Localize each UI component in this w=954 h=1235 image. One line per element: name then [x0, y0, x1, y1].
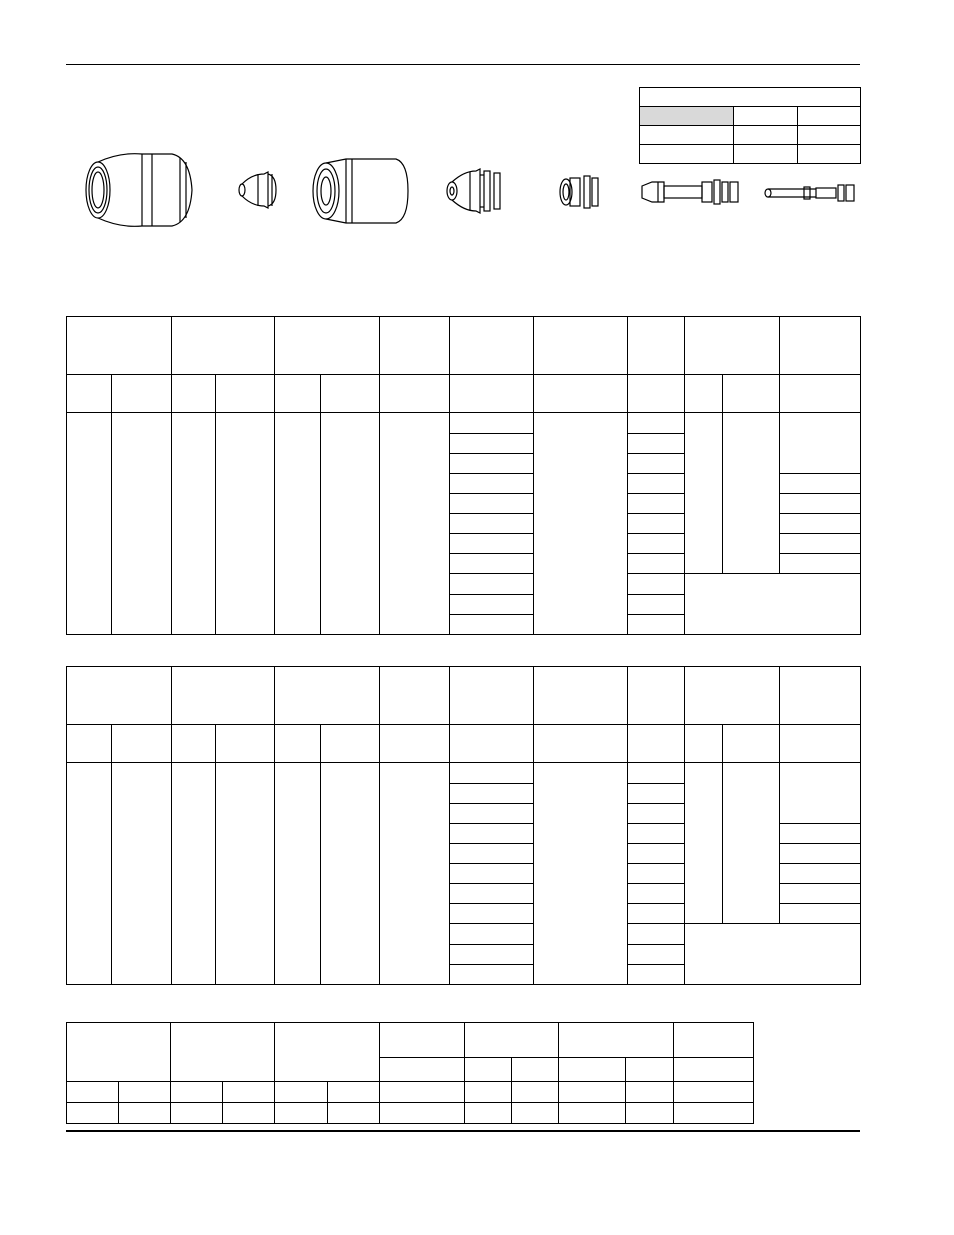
data-cell: [628, 945, 685, 965]
data-cell: [628, 434, 685, 454]
subheader-cell: [674, 1082, 754, 1103]
header-cell: [380, 667, 450, 725]
header-cell: [780, 317, 861, 375]
subheader-cell: [112, 725, 172, 763]
data-cell: [685, 574, 861, 635]
subheader-cell: [172, 375, 216, 413]
subheader-cell: [628, 725, 685, 763]
header-cell: [172, 667, 275, 725]
header-cell: [674, 1023, 754, 1058]
subheader-cell: [723, 725, 780, 763]
water-tube-illustration: [760, 182, 858, 204]
header-cell: [685, 317, 780, 375]
subheader-cell: [534, 375, 628, 413]
reference-table: [639, 87, 861, 164]
data-cell: [112, 413, 172, 635]
header-cell: [559, 1023, 674, 1058]
data-cell: [628, 804, 685, 824]
data-cell: [450, 945, 534, 965]
subheader-cell: [67, 1082, 119, 1103]
data-cell: [628, 824, 685, 844]
shield-cap-illustration: [232, 168, 280, 212]
header-cell: [534, 317, 628, 375]
data-cell: [723, 413, 780, 574]
subheader-cell: [172, 725, 216, 763]
data-cell: [67, 763, 112, 985]
data-cell: [628, 615, 685, 635]
data-cell: [674, 1103, 754, 1124]
subheader-cell: [275, 375, 321, 413]
header-cell: [67, 667, 172, 725]
subheader-cell: [216, 725, 275, 763]
data-cell: [780, 904, 861, 924]
data-cell: [628, 864, 685, 884]
data-cell: [628, 534, 685, 554]
data-cell: [628, 965, 685, 985]
swirl-ring-illustration: [556, 172, 602, 212]
header-cell: [171, 1023, 275, 1082]
process-table-1: [66, 316, 861, 635]
subheader-cell: [685, 375, 723, 413]
data-cell: [450, 534, 534, 554]
data-cell: [780, 494, 861, 514]
reference-table-cell: [734, 126, 798, 145]
data-cell: [780, 534, 861, 554]
data-cell: [275, 413, 321, 635]
subheader-cell: [119, 1082, 171, 1103]
data-cell: [780, 824, 861, 844]
data-cell: [628, 763, 685, 784]
data-cell: [450, 844, 534, 864]
header-cell: [380, 1023, 465, 1058]
subheader-cell: [626, 1082, 674, 1103]
data-cell: [628, 924, 685, 945]
data-cell: [628, 884, 685, 904]
header-cell: [450, 317, 534, 375]
data-cell: [512, 1103, 559, 1124]
data-cell: [559, 1103, 626, 1124]
data-cell: [450, 864, 534, 884]
subheader-cell: [465, 1082, 512, 1103]
data-cell: [450, 574, 534, 595]
data-cell: [628, 784, 685, 804]
data-cell: [450, 494, 534, 514]
data-cell: [723, 763, 780, 924]
data-cell: [534, 413, 628, 635]
subheader-cell: [685, 725, 723, 763]
data-cell: [465, 1103, 512, 1124]
retaining-cap-illustration: [308, 155, 410, 225]
subheader-cell: [216, 375, 275, 413]
header-cell: [172, 317, 275, 375]
header-cell: [628, 667, 685, 725]
data-cell: [275, 763, 321, 985]
data-cell: [171, 1103, 223, 1124]
data-cell: [450, 904, 534, 924]
data-cell: [67, 1103, 119, 1124]
subheader-cell: [171, 1082, 223, 1103]
subheader-cell: [626, 1058, 674, 1082]
data-cell: [172, 413, 216, 635]
reference-table-title-cell: [640, 88, 861, 107]
subheader-cell: [465, 1058, 512, 1082]
data-cell: [628, 514, 685, 534]
reference-table-header-cell: [640, 107, 734, 126]
subheader-cell: [450, 375, 534, 413]
subheader-cell: [723, 375, 780, 413]
data-cell: [450, 615, 534, 635]
data-cell: [780, 413, 861, 474]
data-cell: [321, 413, 380, 635]
data-cell: [780, 864, 861, 884]
data-cell: [275, 1103, 328, 1124]
subheader-cell: [112, 375, 172, 413]
data-cell: [450, 595, 534, 615]
subheader-cell: [780, 375, 861, 413]
subheader-cell: [321, 375, 380, 413]
electrode-illustration: [638, 176, 744, 208]
reference-table-cell: [734, 145, 798, 164]
nozzle-illustration: [440, 165, 508, 217]
data-cell: [628, 474, 685, 494]
data-cell: [685, 413, 723, 574]
subheader-cell: [223, 1082, 275, 1103]
reference-table-cell: [798, 145, 861, 164]
data-cell: [628, 413, 685, 434]
top-rule: [66, 64, 860, 65]
data-cell: [450, 454, 534, 474]
subheader-cell: [780, 725, 861, 763]
subheader-cell: [380, 1058, 465, 1082]
subheader-cell: [67, 375, 112, 413]
data-cell: [628, 574, 685, 595]
header-cell: [380, 317, 450, 375]
data-cell: [685, 924, 861, 985]
subheader-cell: [321, 725, 380, 763]
subheader-cell: [380, 375, 450, 413]
subheader-cell: [380, 1082, 465, 1103]
data-cell: [380, 413, 450, 635]
data-cell: [628, 844, 685, 864]
reference-table-cell: [640, 145, 734, 164]
data-cell: [780, 514, 861, 534]
data-cell: [67, 413, 112, 635]
data-cell: [450, 824, 534, 844]
reference-table-cell: [798, 107, 861, 126]
data-cell: [780, 763, 861, 824]
data-cell: [216, 763, 275, 985]
reference-table-cell: [640, 126, 734, 145]
data-cell: [450, 413, 534, 434]
data-cell: [216, 413, 275, 635]
subheader-cell: [328, 1082, 380, 1103]
header-cell: [534, 667, 628, 725]
subheader-cell: [512, 1082, 559, 1103]
data-cell: [450, 514, 534, 534]
data-cell: [450, 924, 534, 945]
subheader-cell: [559, 1082, 626, 1103]
data-cell: [628, 494, 685, 514]
subheader-cell: [559, 1058, 626, 1082]
data-cell: [450, 965, 534, 985]
data-cell: [380, 763, 450, 985]
data-cell: [628, 454, 685, 474]
data-cell: [450, 434, 534, 454]
header-cell: [67, 1023, 171, 1082]
subheader-cell: [380, 725, 450, 763]
data-cell: [321, 763, 380, 985]
data-cell: [223, 1103, 275, 1124]
process-table-2: [66, 666, 861, 985]
data-cell: [450, 884, 534, 904]
data-cell: [628, 904, 685, 924]
header-cell: [465, 1023, 559, 1058]
subheader-cell: [674, 1058, 754, 1082]
header-cell: [67, 317, 172, 375]
header-cell: [275, 667, 380, 725]
reference-table-cell: [734, 107, 798, 126]
data-cell: [112, 763, 172, 985]
header-cell: [275, 317, 380, 375]
data-cell: [628, 554, 685, 574]
header-cell: [450, 667, 534, 725]
header-cell: [275, 1023, 380, 1082]
subheader-cell: [512, 1058, 559, 1082]
shield-illustration: [80, 148, 200, 232]
data-cell: [380, 1103, 465, 1124]
subheader-cell: [67, 725, 112, 763]
header-cell: [780, 667, 861, 725]
data-cell: [450, 804, 534, 824]
subheader-cell: [628, 375, 685, 413]
data-cell: [450, 554, 534, 574]
subheader-cell: [534, 725, 628, 763]
subheader-cell: [275, 1082, 328, 1103]
data-cell: [328, 1103, 380, 1124]
data-cell: [534, 763, 628, 985]
bottom-rule: [66, 1130, 860, 1132]
header-cell: [628, 317, 685, 375]
data-cell: [780, 474, 861, 494]
data-cell: [780, 884, 861, 904]
data-cell: [685, 763, 723, 924]
header-cell: [685, 667, 780, 725]
reference-table-cell: [798, 126, 861, 145]
bottom-table: [66, 1022, 754, 1124]
data-cell: [450, 763, 534, 784]
data-cell: [450, 784, 534, 804]
subheader-cell: [450, 725, 534, 763]
subheader-cell: [275, 725, 321, 763]
data-cell: [780, 554, 861, 574]
data-cell: [119, 1103, 171, 1124]
data-cell: [172, 763, 216, 985]
data-cell: [780, 844, 861, 864]
data-cell: [628, 595, 685, 615]
data-cell: [626, 1103, 674, 1124]
data-cell: [450, 474, 534, 494]
